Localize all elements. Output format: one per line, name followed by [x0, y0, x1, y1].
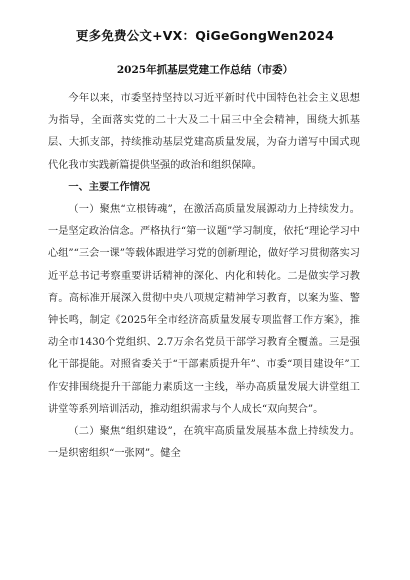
document-title: 2025年抓基层党建工作总结（市委） [116, 64, 294, 76]
intro-paragraph: 今年以来，市委坚持坚持以习近平新时代中国特色社会主义思想为指导，全面落实党的二十大及二十届三中全会精神，围绕大抓基层、大抓支部，持续推动基层党建高质量发展，为奋力谱写中国式现代化我市实践新篇提供坚强的政治和组织保障。 [48, 93, 360, 171]
section-heading: 一、主要工作情况 [68, 181, 150, 193]
document-body [48, 88, 360, 465]
section-one-paragraph: （一）聚焦“立根铸魂”，在激活高质量发展源动力上持续发力。一是坚定政治信念。严格执行“第一议题”学习制度，依托“理论学习中心组”“三会一课”等载体跟进学习党的创新理论，做好学习贯彻落实习近平总书记考察重要讲话精神的深化、内化和转化。二是做实学习教育。高标准开展深入贯彻中央八项规定精神学习教育，以案为鉴、警钟长鸣，制定《2025年全市经济高质量发展专项监督工作方案》，推动全市1430个党组织、2.7万余名党员干部学习教育全覆盖。三是强化干部提能。对照省委关于“干部素质提升年”、市委“项目建设年”工作安排围绕提升干部能力素质这一主线，举办高质量发展大讲堂组工讲堂等系列培训活动，推动组织需求与个人成长“双向契合”。 [48, 204, 360, 415]
section-two-paragraph: （二）聚焦“组织建设”，在筑牢高质量发展基本盘上持续发力。一是织密组织“一张网”。健全 [48, 426, 360, 460]
promo-banner: 更多免费公文+VX：QiGeGongWen2024 [75, 28, 335, 43]
